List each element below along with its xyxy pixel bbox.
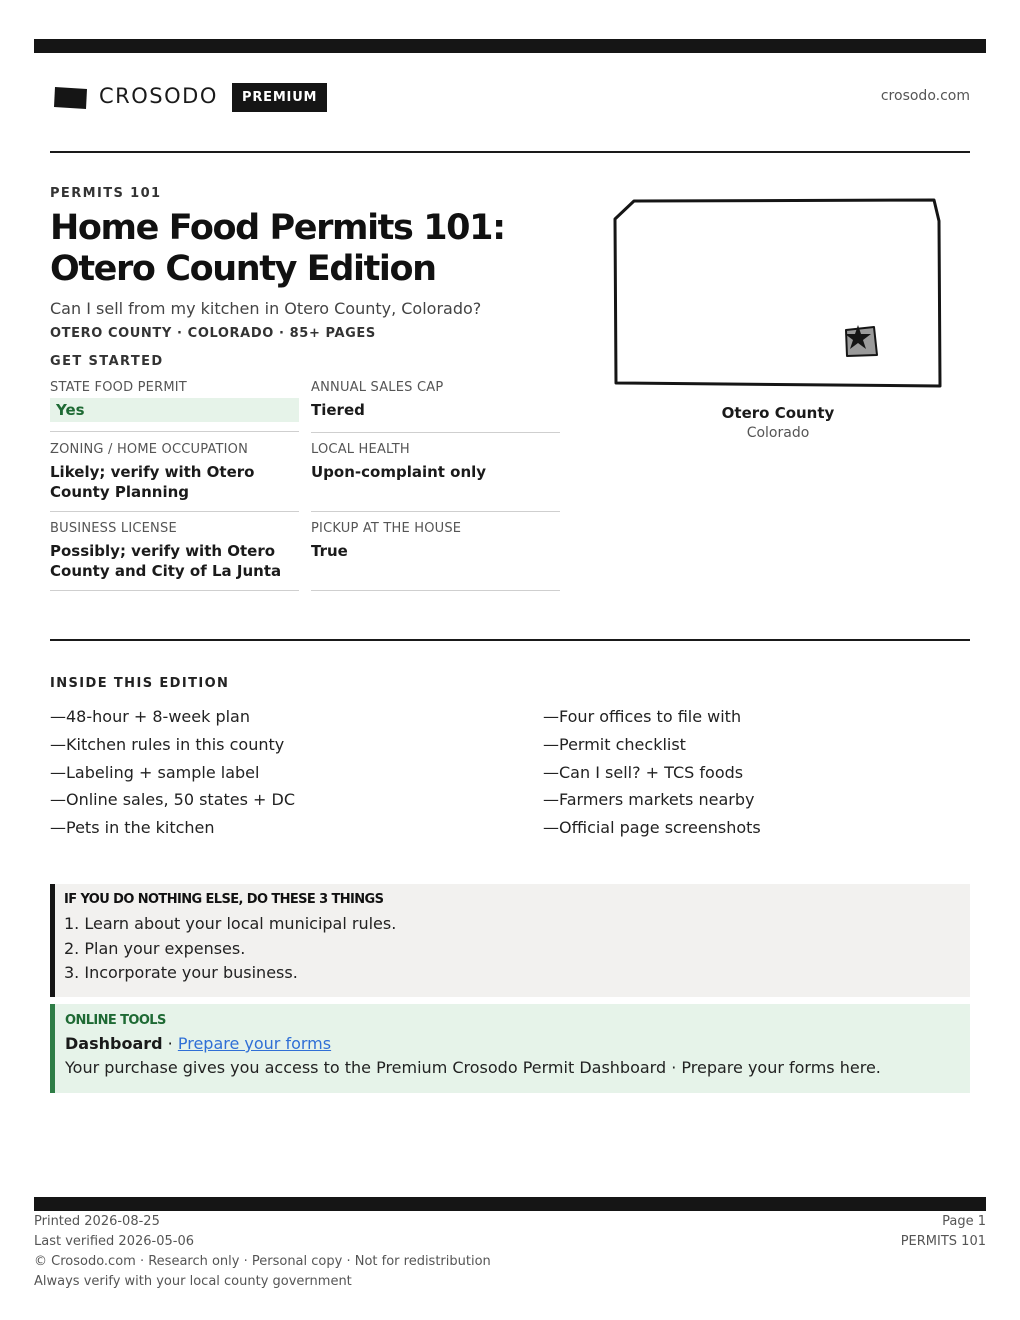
toc-item[interactable]: —48-hour + 8-week plan [50,707,250,726]
colorado-logo-icon [54,86,88,110]
fact-pickup [311,521,560,591]
toc-item[interactable]: —Permit checklist [543,734,686,754]
fact-value: Yes [50,398,299,422]
footer-left [34,1212,491,1292]
footer-right [901,1212,986,1252]
page-subtitle: Can I sell from my kitchen in Otero County, Colorado? [50,299,482,318]
callout-item: 2. Plan your expenses. [64,938,246,958]
toc-item[interactable]: —Online sales, 50 states + DC [50,790,296,810]
toc-item[interactable]: —Pets in the kitchen [50,818,215,838]
inside-heading: INSIDE THIS EDITION [50,676,230,691]
fact-label: ZONING / HOME OCCUPATION [50,442,249,457]
toc-item[interactable]: —Four offices to file with [543,707,742,726]
premium-badge: PREMIUM [232,83,327,112]
verified-date: Last verified 2026-05-06 [34,1234,194,1249]
page-title: Home Food Permits 101: Otero County Edition [50,208,505,289]
star-marker-icon [845,325,877,356]
edition-meta: OTERO COUNTY · COLORADO · 85+ PAGES [50,326,376,341]
colorado-outline-icon [612,197,944,391]
header-divider [50,151,970,153]
footer-bar [34,1197,986,1211]
tools-separator: · [162,1034,178,1053]
map-state-name: Colorado [746,425,810,441]
printed-date: Printed 2026-08-25 [34,1214,160,1229]
toc-right [543,703,761,842]
footer-section: PERMITS 101 [900,1234,986,1249]
header [50,80,970,116]
fact-value: Likely; verify with Otero County Planning [50,463,255,501]
fact-business-license [50,521,299,591]
kicker: PERMITS 101 [50,186,162,201]
tools-heading: ONLINE TOOLS [65,1013,166,1028]
toc-item[interactable]: —Can I sell? + TCS foods [543,762,744,782]
three-things-callout [50,884,970,997]
toc-item[interactable]: —Labeling + sample label [50,762,260,782]
callout-item: 1. Learn about your local municipal rules. [64,914,397,933]
fact-local-health [311,442,560,512]
prepare-forms-link[interactable]: Prepare your forms [177,1034,332,1053]
brand-name: CROSODO [99,84,218,108]
verify-advice: Always verify with your local county government [34,1274,352,1289]
get-started-heading: GET STARTED [50,354,164,369]
copyright: © Crosodo.com · Research only · Personal copy · Not for redistribution [34,1254,491,1269]
tools-description: Your purchase gives you access to the Premium Crosodo Permit Dashboard · Prepare your forms here. [65,1058,881,1077]
toc-item[interactable]: —Kitchen rules in this county [50,734,285,754]
map-county-name: Otero County [721,404,835,422]
page-number: Page 1 [942,1214,986,1229]
fact-value: Upon-complaint only [311,463,487,481]
fact-value: Possibly; verify with Otero County and City of La Junta [50,542,282,580]
toc-left [50,703,295,842]
fact-annual-sales-cap [311,380,560,433]
fact-label: ANNUAL SALES CAP [311,380,444,395]
callout-item: 3. Incorporate your business. [64,963,298,982]
fact-value: Tiered [311,401,365,419]
section-divider [50,639,970,641]
toc-item[interactable]: —Official page screenshots [543,818,761,838]
toc-item[interactable]: —Farmers markets nearby [543,790,755,810]
callout-list [64,912,970,986]
fact-state-food-permit [50,380,299,432]
fact-zoning [50,442,299,512]
fact-value: True [311,542,348,560]
callout-heading: IF YOU DO NOTHING ELSE, DO THESE 3 THINGS [64,892,384,907]
online-tools-box [50,1004,970,1093]
fact-label: BUSINESS LICENSE [50,521,177,536]
fact-label: STATE FOOD PERMIT [50,380,187,395]
dashboard-label: Dashboard [65,1034,163,1053]
tools-line [65,1034,970,1053]
fact-label: PICKUP AT THE HOUSE [311,521,462,536]
top-bar [34,39,986,53]
fact-label: LOCAL HEALTH [311,442,410,457]
site-url[interactable]: crosodo.com [880,88,970,104]
